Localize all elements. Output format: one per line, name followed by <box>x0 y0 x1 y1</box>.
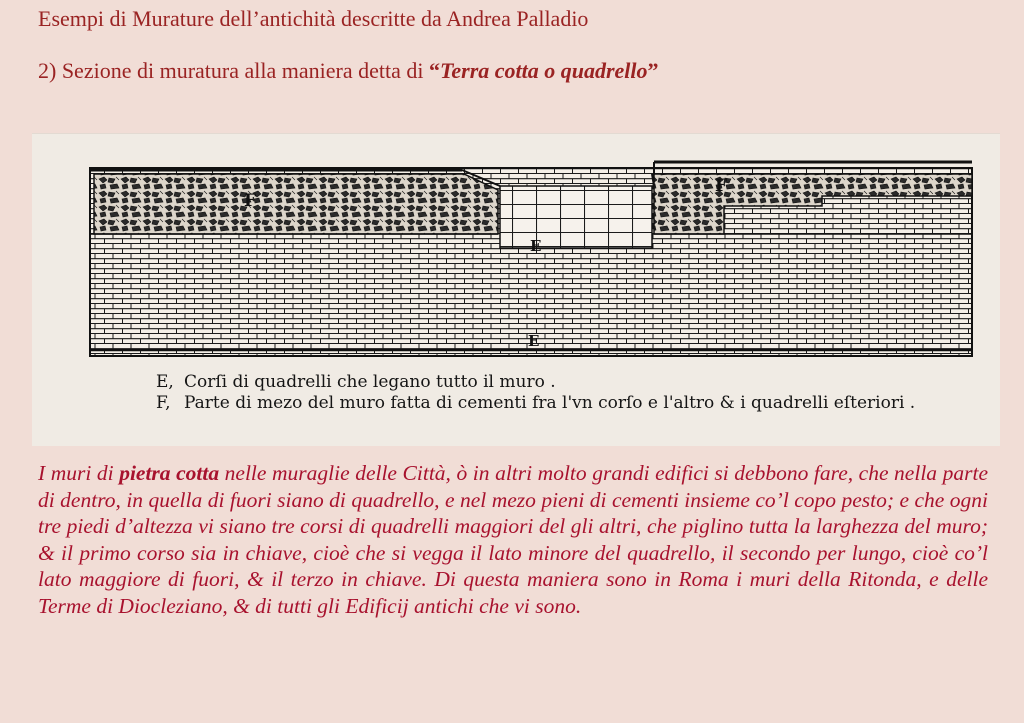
wall-section-illustration <box>32 133 1000 446</box>
label-e-middle: E <box>530 237 542 255</box>
legend-row-e <box>156 372 915 393</box>
figure-legend <box>156 372 915 414</box>
legend-key-f: F, <box>156 393 171 413</box>
label-f-left: F <box>244 191 257 211</box>
subtitle-close-quote: ” <box>647 58 659 83</box>
description-rest: nelle muraglie delle Città, ò in altri molto grandi edifici si debbono fare, che nella parte di dentro, in quella di fuori siano di quadrello, e nel mezo pieni di cementi insieme co’l copo pesto; e che ogni tre piedi d’altezza vi siano tre corsi di quadrelli maggiori del gli altri, che piglino tutta la larghezza del muro; & il primo corso sia in chiave, cioè che si vegga il lato minore del quadrello, il secondo per lungo, cioè co’l lato maggiore di fuori, & il terzo in chiave. Di questa maniera sono in Roma i muri della Ritonda, e delle Terme di Diocleziano, & di tutti gli Edificij antichi che vi sono. <box>38 461 988 618</box>
legend-row-f <box>156 393 915 414</box>
description-emphasis: pietra cotta <box>119 461 220 485</box>
description-paragraph <box>38 460 988 619</box>
legend-text-f: Parte di mezo del muro fatta di cementi fra l'vn corſo e l'altro & i quadrelli eſteriori . <box>184 393 916 413</box>
subtitle-open-quote: “ <box>428 58 440 83</box>
page-subtitle <box>38 58 659 84</box>
label-e-bottom: E <box>528 332 540 350</box>
legend-key-e: E, <box>156 372 174 392</box>
page-title: Esempi di Murature dell’antichità descritte da Andrea Palladio <box>38 6 589 31</box>
label-f-right: F <box>715 176 728 196</box>
legend-text-e: Corſi di quadrelli che legano tutto il muro . <box>184 372 556 392</box>
description-intro: I muri di <box>38 461 120 485</box>
subtitle-prefix: 2) Sezione di muratura alla maniera detta di <box>38 58 429 83</box>
subtitle-emphasis: Terra cotta o quadrello <box>439 58 648 83</box>
